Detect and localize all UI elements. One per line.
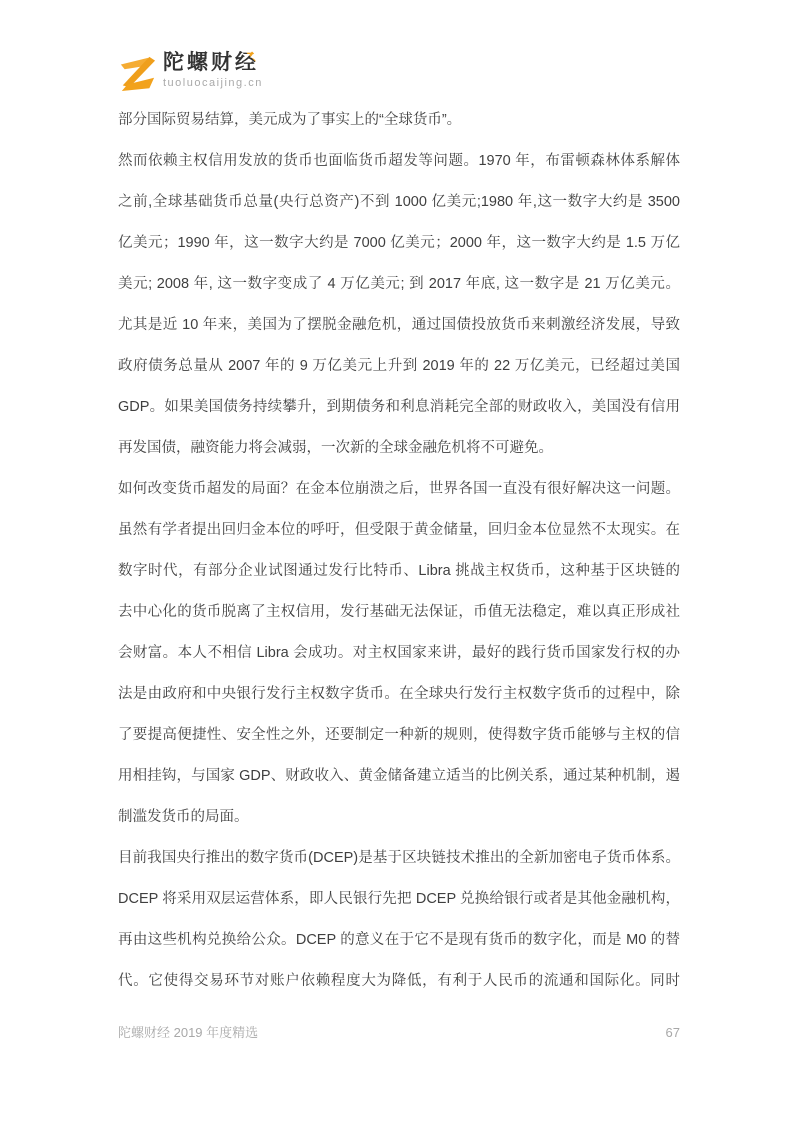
text-line: 如何改变货币超发的局面？在金本位崩溃之后，世界各国一直没有很好解决这一问题。 (118, 481, 680, 497)
text-line: 再由这些机构兑换给公众。DCEP 的意义在于它不是现有货币的数字化，而是 M0 的替 (118, 932, 680, 948)
brand-domain: tuoluocaijing.cn (163, 77, 263, 89)
text-line: 了要提高便捷性、安全性之外，还要制定一种新的规则，使得数字货币能够与主权的信 (118, 727, 680, 743)
text-line: 美元; 2008 年, 这一数字变成了 4 万亿美元; 到 2017 年底, 这一数字是 21 万亿美元。 (118, 276, 680, 292)
brand-name-accent: 经 (235, 51, 259, 74)
brand-header (118, 52, 263, 93)
brand-name (163, 52, 263, 74)
text-line: 再发国债，融资能力将会减弱，一次新的全球金融危机将不可避免。 (118, 440, 553, 456)
text-line: 部分国际贸易结算，美元成为了事实上的“全球货币”。 (118, 112, 462, 128)
text-line: 去中心化的货币脱离了主权信用，发行基础无法保证，币值无法稳定，难以真正形成社 (118, 604, 680, 620)
text-line: 虽然有学者提出回归金本位的呼吁，但受限于黄金储量，回归金本位显然不太现实。在 (118, 522, 680, 538)
article-body (118, 100, 680, 1002)
text-line: 代。它使得交易环节对账户依赖程度大为降低，有利于人民币的流通和国际化。同时 (118, 973, 680, 989)
text-line: 用相挂钩，与国家 GDP、财政收入、黄金储备建立适当的比例关系，通过某种机制，遏 (118, 768, 680, 784)
brand-name-main: 陀螺财 (163, 51, 235, 74)
text-line: 法是由政府和中央银行发行主权数字货币。在全球央行发行主权数字货币的过程中，除 (118, 686, 680, 702)
text-line: 然而依赖主权信用发放的货币也面临货币超发等问题。1970 年，布雷顿森林体系解体 (118, 153, 680, 169)
tuoluo-z-logo-icon (118, 53, 156, 93)
brand-text-block (163, 52, 263, 89)
footer-title: 陀螺财经 2019 年度精选 (118, 1025, 259, 1040)
page-footer (118, 1022, 680, 1041)
text-line: DCEP 将采用双层运营体系，即人民银行先把 DCEP 兑换给银行或者是其他金融机构， (118, 891, 680, 907)
text-line: GDP。如果美国债务持续攀升，到期债务和利息消耗完全部的财政收入，美国没有信用 (118, 399, 680, 415)
text-line: 亿美元；1990 年，这一数字大约是 7000 亿美元；2000 年，这一数字大约是 1.5 万亿 (118, 235, 680, 251)
text-line: 数字时代，有部分企业试图通过发行比特币、Libra 挑战主权货币，这种基于区块链的 (118, 563, 680, 579)
text-line: 之前,全球基础货币总量(央行总资产)不到 1000 亿美元;1980 年,这一数字大约是 3500 (118, 194, 680, 210)
page-number: 67 (665, 1025, 680, 1040)
text-line: 制滥发货币的局面。 (118, 809, 249, 825)
text-line: 目前我国央行推出的数字货币(DCEP)是基于区块链技术推出的全新加密电子货币体系。 (118, 850, 680, 866)
text-line: 会财富。本人不相信 Libra 会成功。对主权国家来讲，最好的践行货币国家发行权的办 (118, 645, 680, 661)
text-line: 尤其是近 10 年来，美国为了摆脱金融危机，通过国债投放货币来刺激经济发展，导致 (118, 317, 680, 333)
text-line: 政府债务总量从 2007 年的 9 万亿美元上升到 2019 年的 22 万亿美元，已经超过美国 (118, 358, 680, 374)
